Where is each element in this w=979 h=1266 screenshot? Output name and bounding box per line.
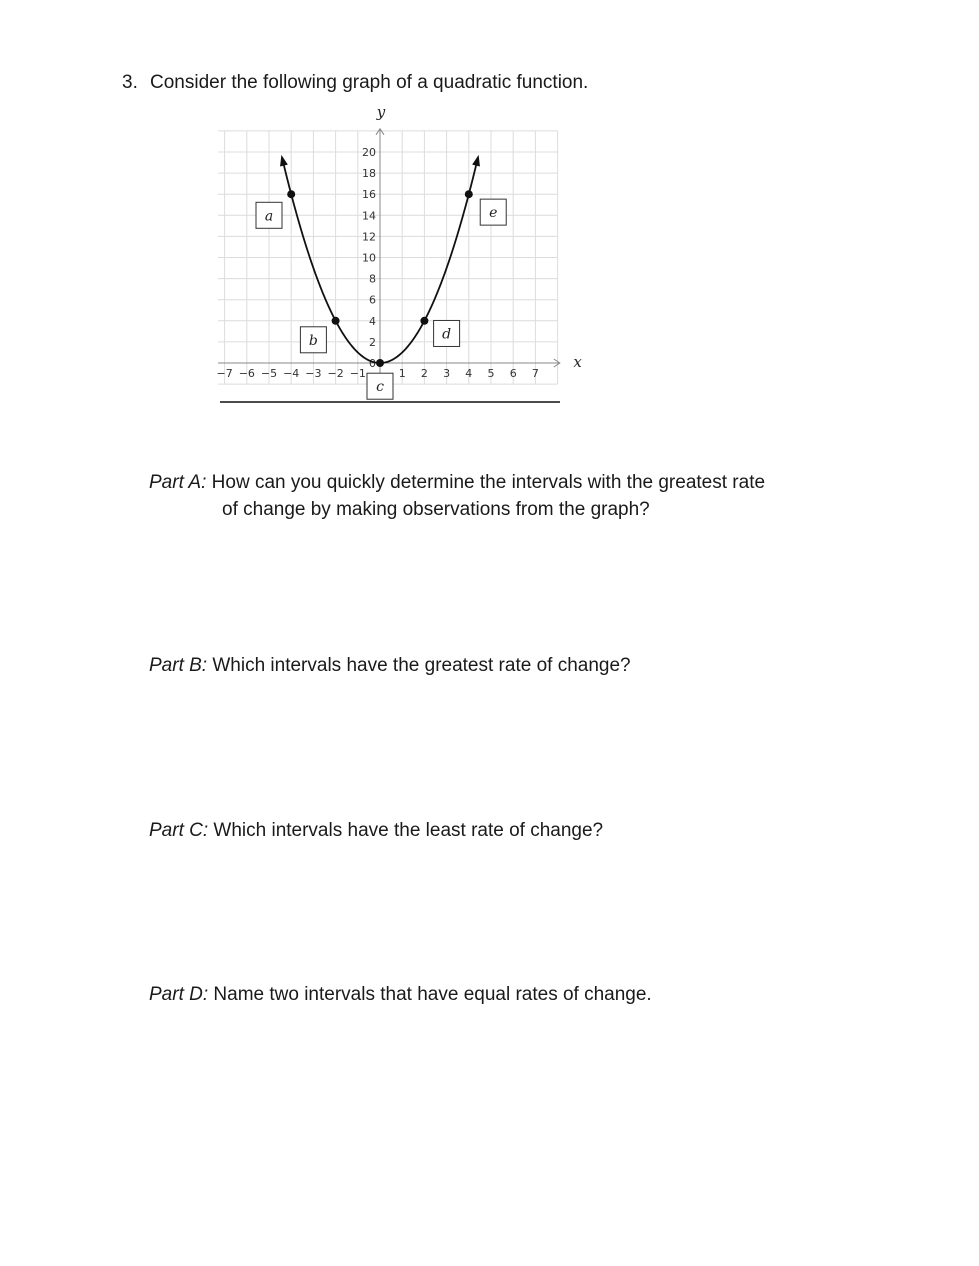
part-b-text: Which intervals have the greatest rate of change?	[212, 655, 631, 676]
x-tick-label: −5	[260, 367, 278, 380]
part-d-text: Name two intervals that have equal rates of change.	[213, 984, 652, 1005]
part-a-text: How can you quickly determine the intervals with the greatest rate	[211, 472, 766, 493]
segment-label-b: b	[308, 332, 318, 349]
part-a-label: Part A:	[149, 472, 207, 493]
y-tick-label: 4	[369, 314, 376, 328]
x-tick-label: 1	[398, 367, 406, 380]
part-b	[149, 652, 631, 679]
part-c-label: Part C:	[149, 820, 209, 841]
part-a-text-continued: of change by making observations from the graph?	[222, 499, 650, 520]
part-c-text: Which intervals have the least rate of change?	[213, 820, 604, 841]
curve-arrow-left	[280, 155, 288, 167]
x-tick-label: −6	[238, 367, 255, 380]
segment-label-e: e	[489, 205, 498, 222]
y-tick-label: 6	[369, 293, 376, 307]
segment-label-c: c	[376, 379, 384, 396]
y-tick-label: 20	[362, 146, 376, 159]
y-tick-label: 8	[369, 272, 376, 286]
y-tick-label: 14	[362, 209, 376, 223]
x-tick-label: 5	[487, 367, 495, 380]
marked-point	[465, 190, 473, 198]
curve-arrow-right	[472, 155, 480, 167]
part-b-label: Part B:	[149, 655, 208, 676]
segment-label-a: a	[264, 208, 274, 225]
marked-point	[332, 317, 340, 325]
y-tick-label: 16	[362, 188, 376, 202]
x-tick-label: −4	[283, 367, 300, 380]
x-tick-label: −2	[327, 367, 344, 380]
question-text: Consider the following graph of a quadratic function.	[150, 72, 589, 93]
x-tick-label: 6	[509, 367, 517, 380]
part-d-label: Part D:	[149, 984, 209, 1005]
x-tick-label: −3	[305, 367, 322, 380]
x-axis-label: x	[573, 353, 582, 371]
y-tick-label: 10	[362, 251, 376, 265]
quadratic-graph	[0, 0, 979, 420]
x-tick-label: −1	[349, 367, 366, 380]
y-tick-label: 2	[369, 335, 376, 349]
segment-label-d: d	[442, 326, 452, 343]
y-tick-label: 12	[362, 230, 376, 244]
marked-point	[420, 317, 428, 325]
y-tick-label: 18	[362, 167, 376, 181]
x-tick-label: 4	[465, 367, 473, 380]
x-tick-label: −7	[216, 367, 233, 380]
marked-point	[376, 359, 384, 367]
part-a	[149, 469, 765, 523]
marked-point	[287, 190, 295, 198]
x-tick-label: 7	[531, 367, 539, 380]
part-c	[149, 817, 603, 844]
grid	[218, 131, 558, 384]
x-tick-label: 3	[443, 367, 451, 380]
question-number: 3.	[122, 72, 138, 93]
y-axis-label: y	[376, 102, 386, 121]
x-tick-label: 2	[420, 367, 428, 380]
y-tick-label: 0	[369, 357, 376, 370]
part-d	[149, 981, 652, 1008]
